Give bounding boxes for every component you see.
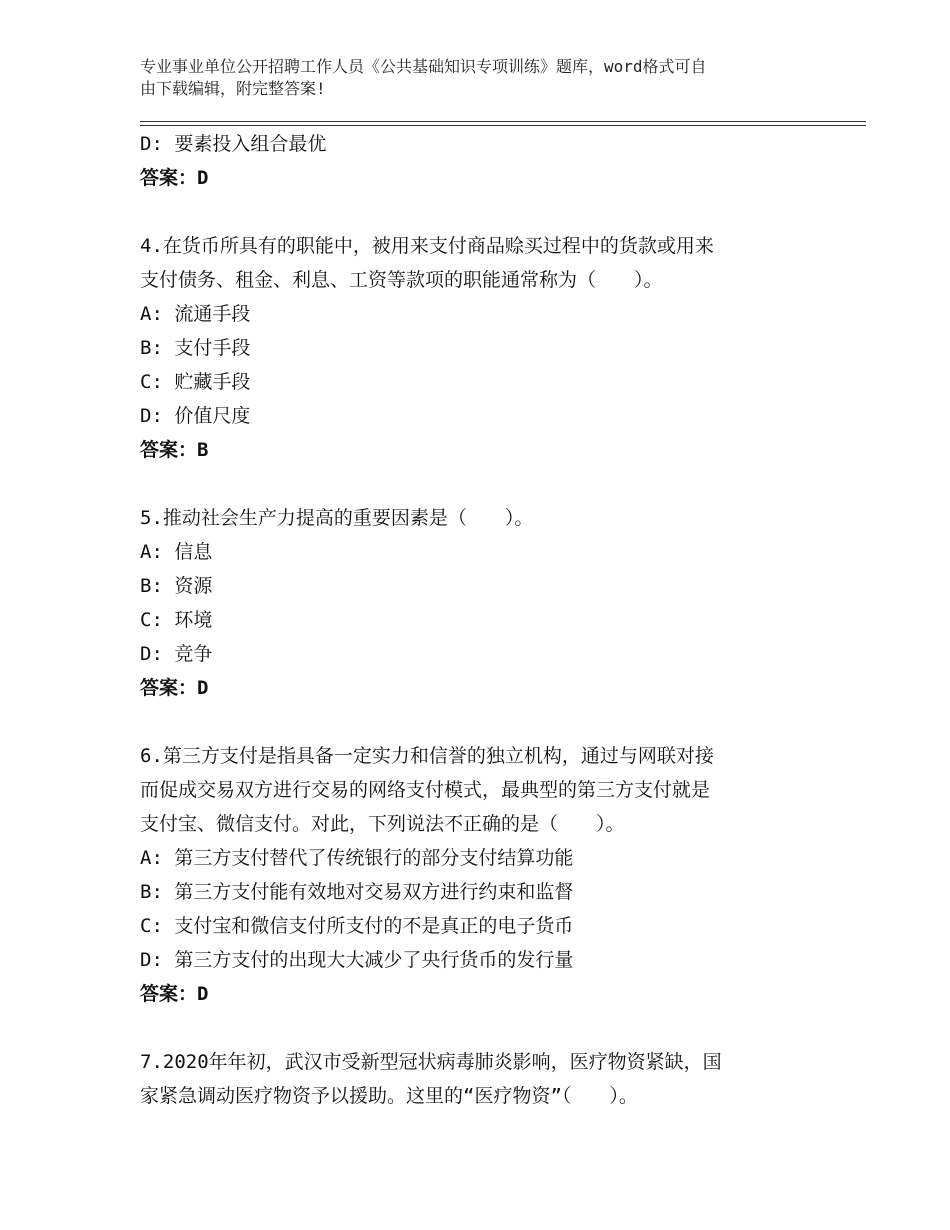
header-rule-thick [140,121,866,122]
question-7-text-2: 家紧急调动医疗物资予以援助。这里的“医疗物资”（ ）。 [140,1085,638,1107]
question-6-option-c: C: 支付宝和微信支付所支付的不是真正的电子货币 [140,915,574,937]
question-6-option-b: B: 第三方支付能有效地对交易双方进行约束和监督 [140,881,574,903]
question-4-option-a: A: 流通手段 [140,303,251,325]
header-line-2: 由下载编辑，附完整答案! [140,79,326,98]
question-5-text-1: 5.推动社会生产力提高的重要因素是（ ）。 [140,507,534,529]
question-6-option-d: D: 第三方支付的出现大大减少了央行货币的发行量 [140,949,574,971]
question-5-option-d: D: 竞争 [140,643,213,665]
question-4 [140,229,800,467]
question-5-option-a: A: 信息 [140,541,213,563]
question-4-text-2: 支付债务、租金、利息、工资等款项的职能通常称为（ ）。 [140,269,663,291]
question-4-option-c: C: 贮藏手段 [140,371,251,393]
header-rule-thin [140,125,866,126]
question-6-text-2: 而促成交易双方进行交易的网络支付模式，最典型的第三方支付就是 [140,779,711,801]
question-4-option-b: B: 支付手段 [140,337,251,359]
spacer [140,705,800,739]
question-6-answer: 答案：D [140,983,209,1005]
question-4-text-1: 4.在货币所具有的职能中，被用来支付商品赊买过程中的货款或用来 [140,235,714,257]
question-5-option-b: B: 资源 [140,575,213,597]
question-4-option-d: D: 价值尺度 [140,405,251,427]
question-6-option-a: A: 第三方支付替代了传统银行的部分支付结算功能 [140,847,574,869]
document-body [140,127,800,1113]
prev-answer: 答案：D [140,167,209,189]
question-4-answer: 答案：B [140,439,209,461]
question-6 [140,739,800,1011]
question-5 [140,501,800,705]
question-5-answer: 答案：D [140,677,209,699]
question-7 [140,1045,800,1113]
question-6-text-1: 6.第三方支付是指具备一定实力和信誉的独立机构，通过与网联对接 [140,745,714,767]
question-6-text-3: 支付宝、微信支付。对此，下列说法不正确的是（ ）。 [140,813,625,835]
question-7-text-1: 7.2020年年初，武汉市受新型冠状病毒肺炎影响，医疗物资紧缺，国 [140,1051,722,1073]
spacer [140,467,800,501]
spacer [140,1011,800,1045]
header-line-1: 专业事业单位公开招聘工作人员《公共基础知识专项训练》题库，word格式可自 [140,57,707,76]
spacer [140,195,800,229]
prev-option-d: D: 要素投入组合最优 [140,133,327,155]
document-header [140,56,810,100]
question-5-option-c: C: 环境 [140,609,213,631]
